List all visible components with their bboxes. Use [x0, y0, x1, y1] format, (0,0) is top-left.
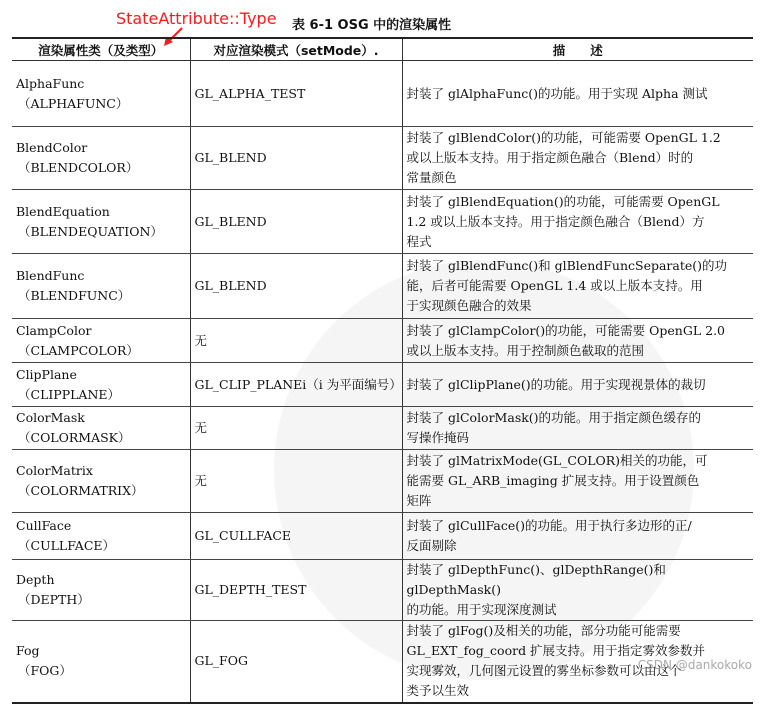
description-cell: [402, 319, 753, 363]
description-line: 封装了 glColorMask()的功能。用于指定颜色缓存的: [406, 410, 702, 425]
table-row: [12, 127, 753, 190]
render-mode: GL_FOG: [194, 653, 248, 669]
attribute-type: （CULLFACE）: [18, 538, 116, 553]
attribute-cell: [12, 513, 190, 560]
mode-cell: [190, 319, 402, 363]
attribute-type: （ALPHAFUNC）: [18, 95, 129, 111]
description-line: 封装了 glAlphaFunc()的功能。用于实现 Alpha 测试: [406, 85, 708, 101]
description-cell: [402, 450, 753, 513]
annotation-label: StateAttribute::Type: [116, 9, 277, 28]
mode-cell: [190, 621, 402, 703]
table-header-row: [12, 38, 753, 61]
mode-cell: [190, 363, 402, 407]
description-line: 封装了 glFog()及相关的功能，部分功能可能需要: [406, 623, 681, 639]
attribute-type: （CLAMPCOLOR）: [18, 342, 139, 358]
description-cell: [402, 254, 753, 319]
description-cell: [402, 127, 753, 190]
table-row: [12, 319, 753, 363]
description-line: 反面剔除: [406, 538, 457, 553]
description-cell: [402, 61, 753, 127]
attribute-cell: [12, 363, 190, 407]
description-line: GL_EXT_fog_coord 扩展支持。用于指定雾效参数并: [406, 643, 706, 659]
attribute-type: （DEPTH）: [18, 592, 90, 607]
render-mode: 无: [194, 420, 208, 435]
table-row: [12, 407, 753, 450]
attribute-class-name: ClampColor: [16, 322, 92, 338]
table-row: [12, 363, 753, 407]
description-line: 封装了 glBlendFunc()和 glBlendFuncSeparate()的功: [406, 258, 728, 273]
description-line: 的功能。用于实现深度测试: [406, 602, 557, 617]
attribute-type: （CLIPPLANE）: [18, 386, 121, 402]
description-line: 常量颜色: [406, 170, 457, 185]
table-row: [12, 513, 753, 560]
table-caption: 表 6-1 OSG 中的渲染属性: [292, 18, 452, 33]
attribute-cell: [12, 127, 190, 190]
render-mode: GL_CLIP_PLANEi（i 为平面编号）: [194, 376, 402, 392]
attribute-class-name: AlphaFunc: [16, 75, 85, 91]
attribute-class-name: ColorMask: [16, 410, 85, 425]
mode-cell: [190, 61, 402, 127]
description-line: 实现雾效，几何图元设置的雾坐标参数可以由这个: [406, 663, 682, 679]
render-mode: GL_BLEND: [194, 150, 267, 165]
attribute-class-name: CullFace: [16, 518, 72, 533]
description-line: 或以上版本支持。用于指定颜色融合（Blend）时的: [406, 150, 694, 165]
table-row: [12, 450, 753, 513]
mode-cell: [190, 450, 402, 513]
attribute-cell: [12, 254, 190, 319]
attribute-class-name: BlendFunc: [16, 268, 85, 283]
mode-cell: [190, 254, 402, 319]
attribute-type: （BLENDFUNC）: [18, 288, 131, 303]
table-row: [12, 190, 753, 254]
render-mode: GL_BLEND: [194, 278, 267, 293]
attribute-cell: [12, 407, 190, 450]
attribute-type: （BLENDCOLOR）: [18, 160, 139, 175]
description-line: 或以上版本支持。用于控制颜色截取的范围: [406, 342, 645, 358]
attribute-type: （COLORMASK）: [18, 430, 131, 445]
description-line: 封装了 glDepthFunc()、glDepthRange()和 glDepthMask(): [406, 562, 666, 597]
render-mode: 无: [194, 473, 208, 488]
render-mode: GL_ALPHA_TEST: [194, 85, 306, 101]
attribute-cell: [12, 450, 190, 513]
attribute-class-name: Depth: [16, 572, 55, 587]
render-mode: GL_CULLFACE: [194, 528, 292, 543]
mode-cell: [190, 560, 402, 621]
attribute-class-name: ColorMatrix: [16, 463, 93, 478]
render-mode: 无: [194, 332, 208, 348]
mode-cell: [190, 407, 402, 450]
description-line: 1.2 或以上版本支持。用于指定颜色融合（Blend）方: [406, 213, 705, 229]
description-line: 类予以生效: [406, 683, 470, 699]
render-mode: GL_BLEND: [194, 213, 267, 229]
description-line: 封装了 glMatrixMode(GL_COLOR)相关的功能，可: [406, 453, 708, 468]
description-line: 封装了 glCullFace()的功能。用于执行多边形的正/: [406, 518, 692, 533]
mode-cell: [190, 190, 402, 254]
mode-cell: [190, 127, 402, 190]
attribute-type: （FOG）: [18, 663, 72, 679]
table-row: [12, 254, 753, 319]
render-attributes-table: [12, 37, 753, 704]
attribute-class-name: BlendColor: [16, 140, 88, 155]
description-line: 封装了 glClampColor()的功能，可能需要 OpenGL 2.0: [406, 322, 725, 338]
description-line: 能，后者可能需要 OpenGL 1.4 或以上版本支持。用: [406, 278, 703, 293]
attribute-cell: [12, 190, 190, 254]
footer-credit: CSDN @dankokoko: [637, 658, 752, 672]
attribute-type: （BLENDEQUATION）: [18, 223, 163, 239]
description-line: 能需要 GL_ARB_imaging 扩展支持。用于设置颜色: [406, 473, 700, 488]
description-cell: [402, 513, 753, 560]
description-line: 矩阵: [406, 493, 432, 508]
mode-cell: [190, 513, 402, 560]
attribute-type: （COLORMATRIX）: [18, 483, 144, 498]
header-render-mode: 对应渲染模式（setMode）.: [190, 38, 402, 61]
description-line: 封装了 glBlendColor()的功能，可能需要 OpenGL 1.2: [406, 130, 721, 145]
header-description: 描 述: [402, 38, 753, 61]
description-line: 程式: [406, 233, 432, 249]
attribute-cell: [12, 319, 190, 363]
description-cell: [402, 190, 753, 254]
attribute-class-name: ClipPlane: [16, 366, 77, 382]
table-row: [12, 560, 753, 621]
attribute-class-name: Fog: [16, 643, 40, 659]
description-cell: [402, 560, 753, 621]
attribute-class-name: BlendEquation: [16, 203, 110, 219]
table-row: [12, 61, 753, 127]
description-cell: [402, 363, 753, 407]
attribute-cell: [12, 61, 190, 127]
description-line: 封装了 glClipPlane()的功能。用于实现视景体的裁切: [406, 376, 706, 392]
render-mode: GL_DEPTH_TEST: [194, 582, 307, 597]
header-attribute-class: 渲染属性类（及类型）: [12, 38, 190, 61]
attribute-cell: [12, 621, 190, 703]
description-line: 写操作掩码: [406, 430, 470, 445]
attribute-cell: [12, 560, 190, 621]
description-cell: [402, 407, 753, 450]
description-line: 于实现颜色融合的效果: [406, 298, 532, 313]
description-line: 封装了 glBlendEquation()的功能，可能需要 OpenGL: [406, 193, 720, 209]
